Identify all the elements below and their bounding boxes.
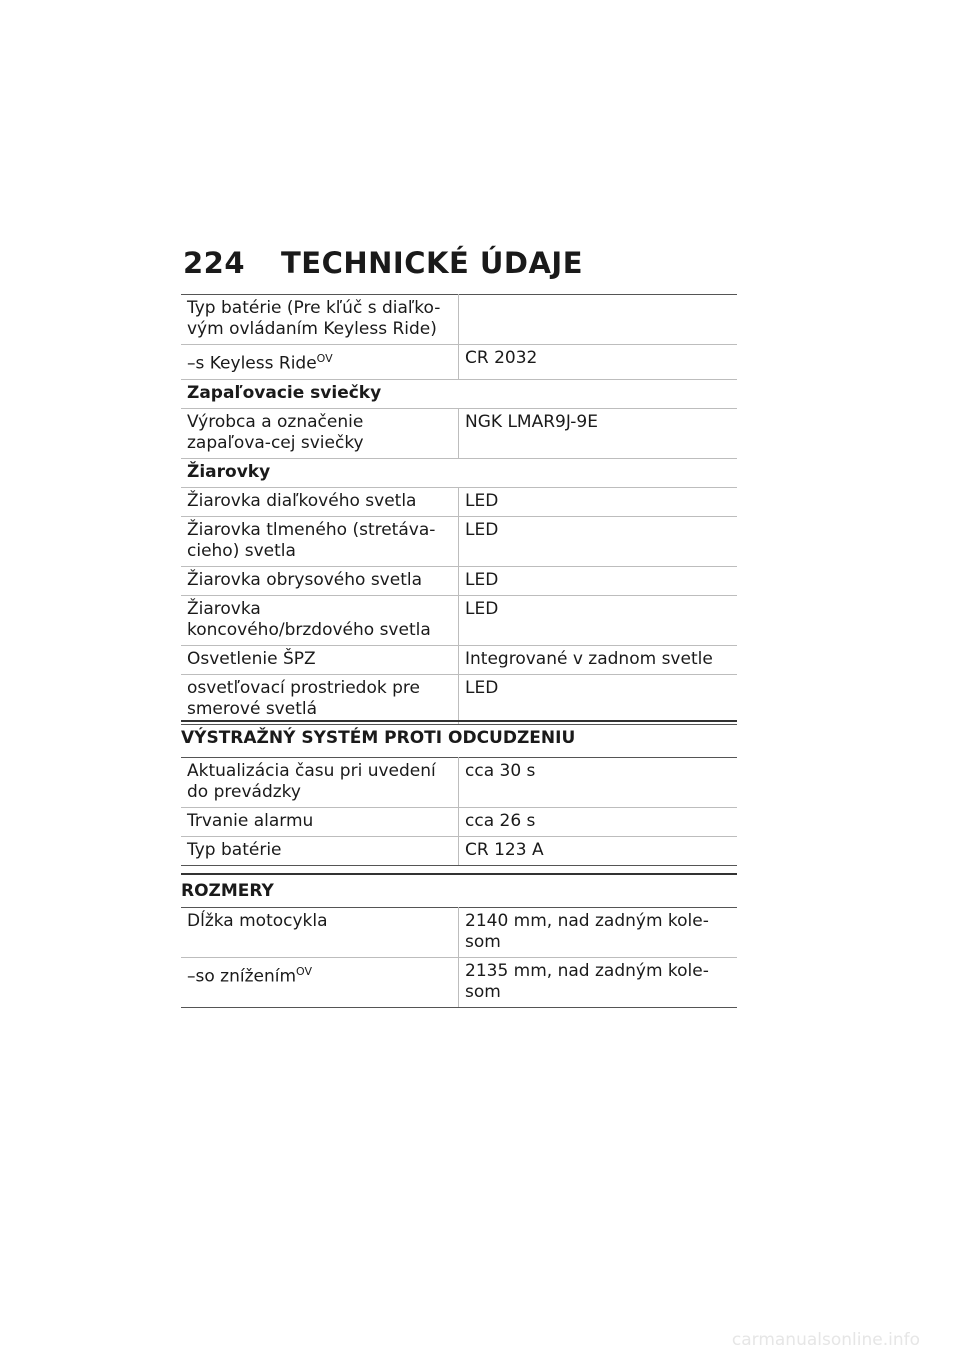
antitheft-table: [181, 757, 737, 866]
watermark: carmanualsonline.info: [731, 1330, 920, 1350]
page-title: TECHNICKÉ ÚDAJE: [281, 246, 584, 280]
spec-label: [181, 645, 459, 674]
table-row: [181, 487, 737, 516]
spec-label-text: Žiarovka tlmeného (stretáva-cieho) svetla: [187, 519, 436, 561]
subheading-row: [181, 458, 737, 487]
table-row: [181, 908, 737, 958]
spec-label: [181, 295, 459, 345]
subheading-row: [181, 379, 737, 408]
spec-label: [181, 958, 459, 1008]
spec-value: LED: [459, 674, 738, 724]
table-row: [181, 408, 737, 458]
spec-value: LED: [459, 566, 738, 595]
table-row: [181, 837, 737, 866]
spec-value: NGK LMAR9J-9E: [459, 408, 738, 458]
table-row: [181, 958, 737, 1008]
spec-value: CR 2032: [459, 345, 738, 380]
spec-label-text: Dĺžka motocykla: [187, 911, 328, 931]
spec-value: cca 30 s: [459, 758, 738, 808]
spec-label-text: Žiarovka koncového/brzdového svetla: [187, 598, 431, 640]
spec-label-text: –so znížením: [187, 966, 297, 987]
spec-label: [181, 408, 459, 458]
option-marker: OV: [296, 965, 313, 978]
spec-value: LED: [459, 595, 738, 645]
table-row: [181, 295, 737, 345]
spec-label: [181, 595, 459, 645]
spec-label-text: Typ batérie (Pre kľúč s diaľko-vým ovládaním Keyless Ride): [187, 298, 441, 339]
spec-label: [181, 808, 459, 837]
spec-label: [181, 908, 459, 958]
spec-label-text: osvetľovací prostriedok pre smerové svetlá: [187, 677, 420, 719]
spec-value: 2140 mm, nad zadným kole-som: [459, 908, 738, 958]
page-header: [183, 246, 583, 280]
spec-value: cca 26 s: [459, 808, 738, 837]
spec-label: [181, 345, 459, 380]
spec-value: Integrované v zadnom svetle: [459, 645, 738, 674]
table-row: [181, 566, 737, 595]
table-row: [181, 516, 737, 566]
subheading: Žiarovky: [181, 458, 737, 487]
section-title-dimensions: ROZMERY: [181, 873, 737, 901]
spec-label-text: Aktualizácia času pri uvedení do prevádzky: [187, 761, 436, 802]
spec-value: LED: [459, 487, 738, 516]
spec-value: [459, 295, 738, 345]
spec-value: LED: [459, 516, 738, 566]
spec-label: [181, 837, 459, 866]
battery-spark-bulbs-table: [181, 294, 737, 725]
table-row: [181, 345, 737, 380]
section-title-antitheft: VÝSTRAŽNÝ SYSTÉM PROTI ODCUDZENIU: [181, 720, 737, 748]
spec-label: [181, 758, 459, 808]
table-row: [181, 808, 737, 837]
table-row: [181, 595, 737, 645]
spec-label-text: Žiarovka diaľkového svetla: [187, 490, 417, 511]
spec-label-text: Výrobca a označenie zapaľova-cej sviečky: [187, 411, 364, 453]
option-marker: OV: [316, 352, 333, 365]
spec-label-text: Osvetlenie ŠPZ: [187, 648, 316, 669]
spec-label: [181, 566, 459, 595]
spec-label-text: –s Keyless Ride: [187, 353, 317, 374]
page-number: 224: [183, 246, 246, 280]
spec-value: CR 123 A: [459, 837, 738, 866]
table-row: [181, 645, 737, 674]
spec-label-text: Trvanie alarmu: [187, 811, 314, 831]
spec-label-text: Žiarovka obrysového svetla: [187, 569, 423, 590]
spec-label: [181, 674, 459, 724]
table-row: [181, 758, 737, 808]
spec-value: 2135 mm, nad zadným kole-som: [459, 958, 738, 1008]
dimensions-table: [181, 907, 737, 1008]
spec-label: [181, 487, 459, 516]
table-row: [181, 674, 737, 724]
spec-label-text: Typ batérie: [187, 840, 282, 860]
spec-label: [181, 516, 459, 566]
subheading: Zapaľovacie sviečky: [181, 379, 737, 408]
